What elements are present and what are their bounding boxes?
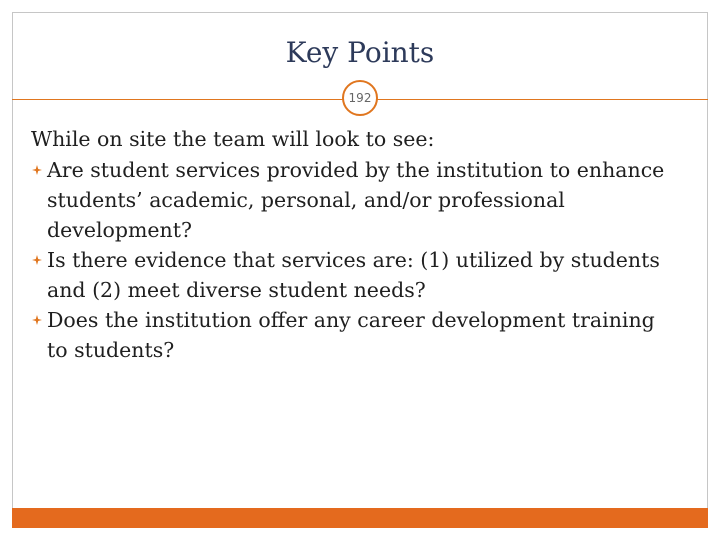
bullet-text: Are student services provided by the institution to enhance students’ academic, personal, and/or professional development? — [47, 158, 665, 242]
sparkle-icon — [31, 305, 47, 335]
bullet-text: Is there evidence that services are: (1) utilized by students and (2) meet diverse student needs? — [47, 248, 660, 302]
bullet-item — [31, 245, 671, 305]
bullet-text: Does the institution offer any career development training to students? — [47, 308, 655, 362]
bullet-item — [31, 155, 671, 245]
sparkle-icon — [31, 155, 47, 185]
slide-body — [31, 124, 671, 365]
bottom-accent-bar — [12, 508, 708, 528]
intro-text: While on site the team will look to see: — [31, 127, 435, 151]
page-number-badge: 192 — [342, 80, 378, 116]
bullet-item — [31, 305, 671, 365]
slide-title: Key Points — [285, 36, 435, 69]
sparkle-icon — [31, 245, 47, 275]
